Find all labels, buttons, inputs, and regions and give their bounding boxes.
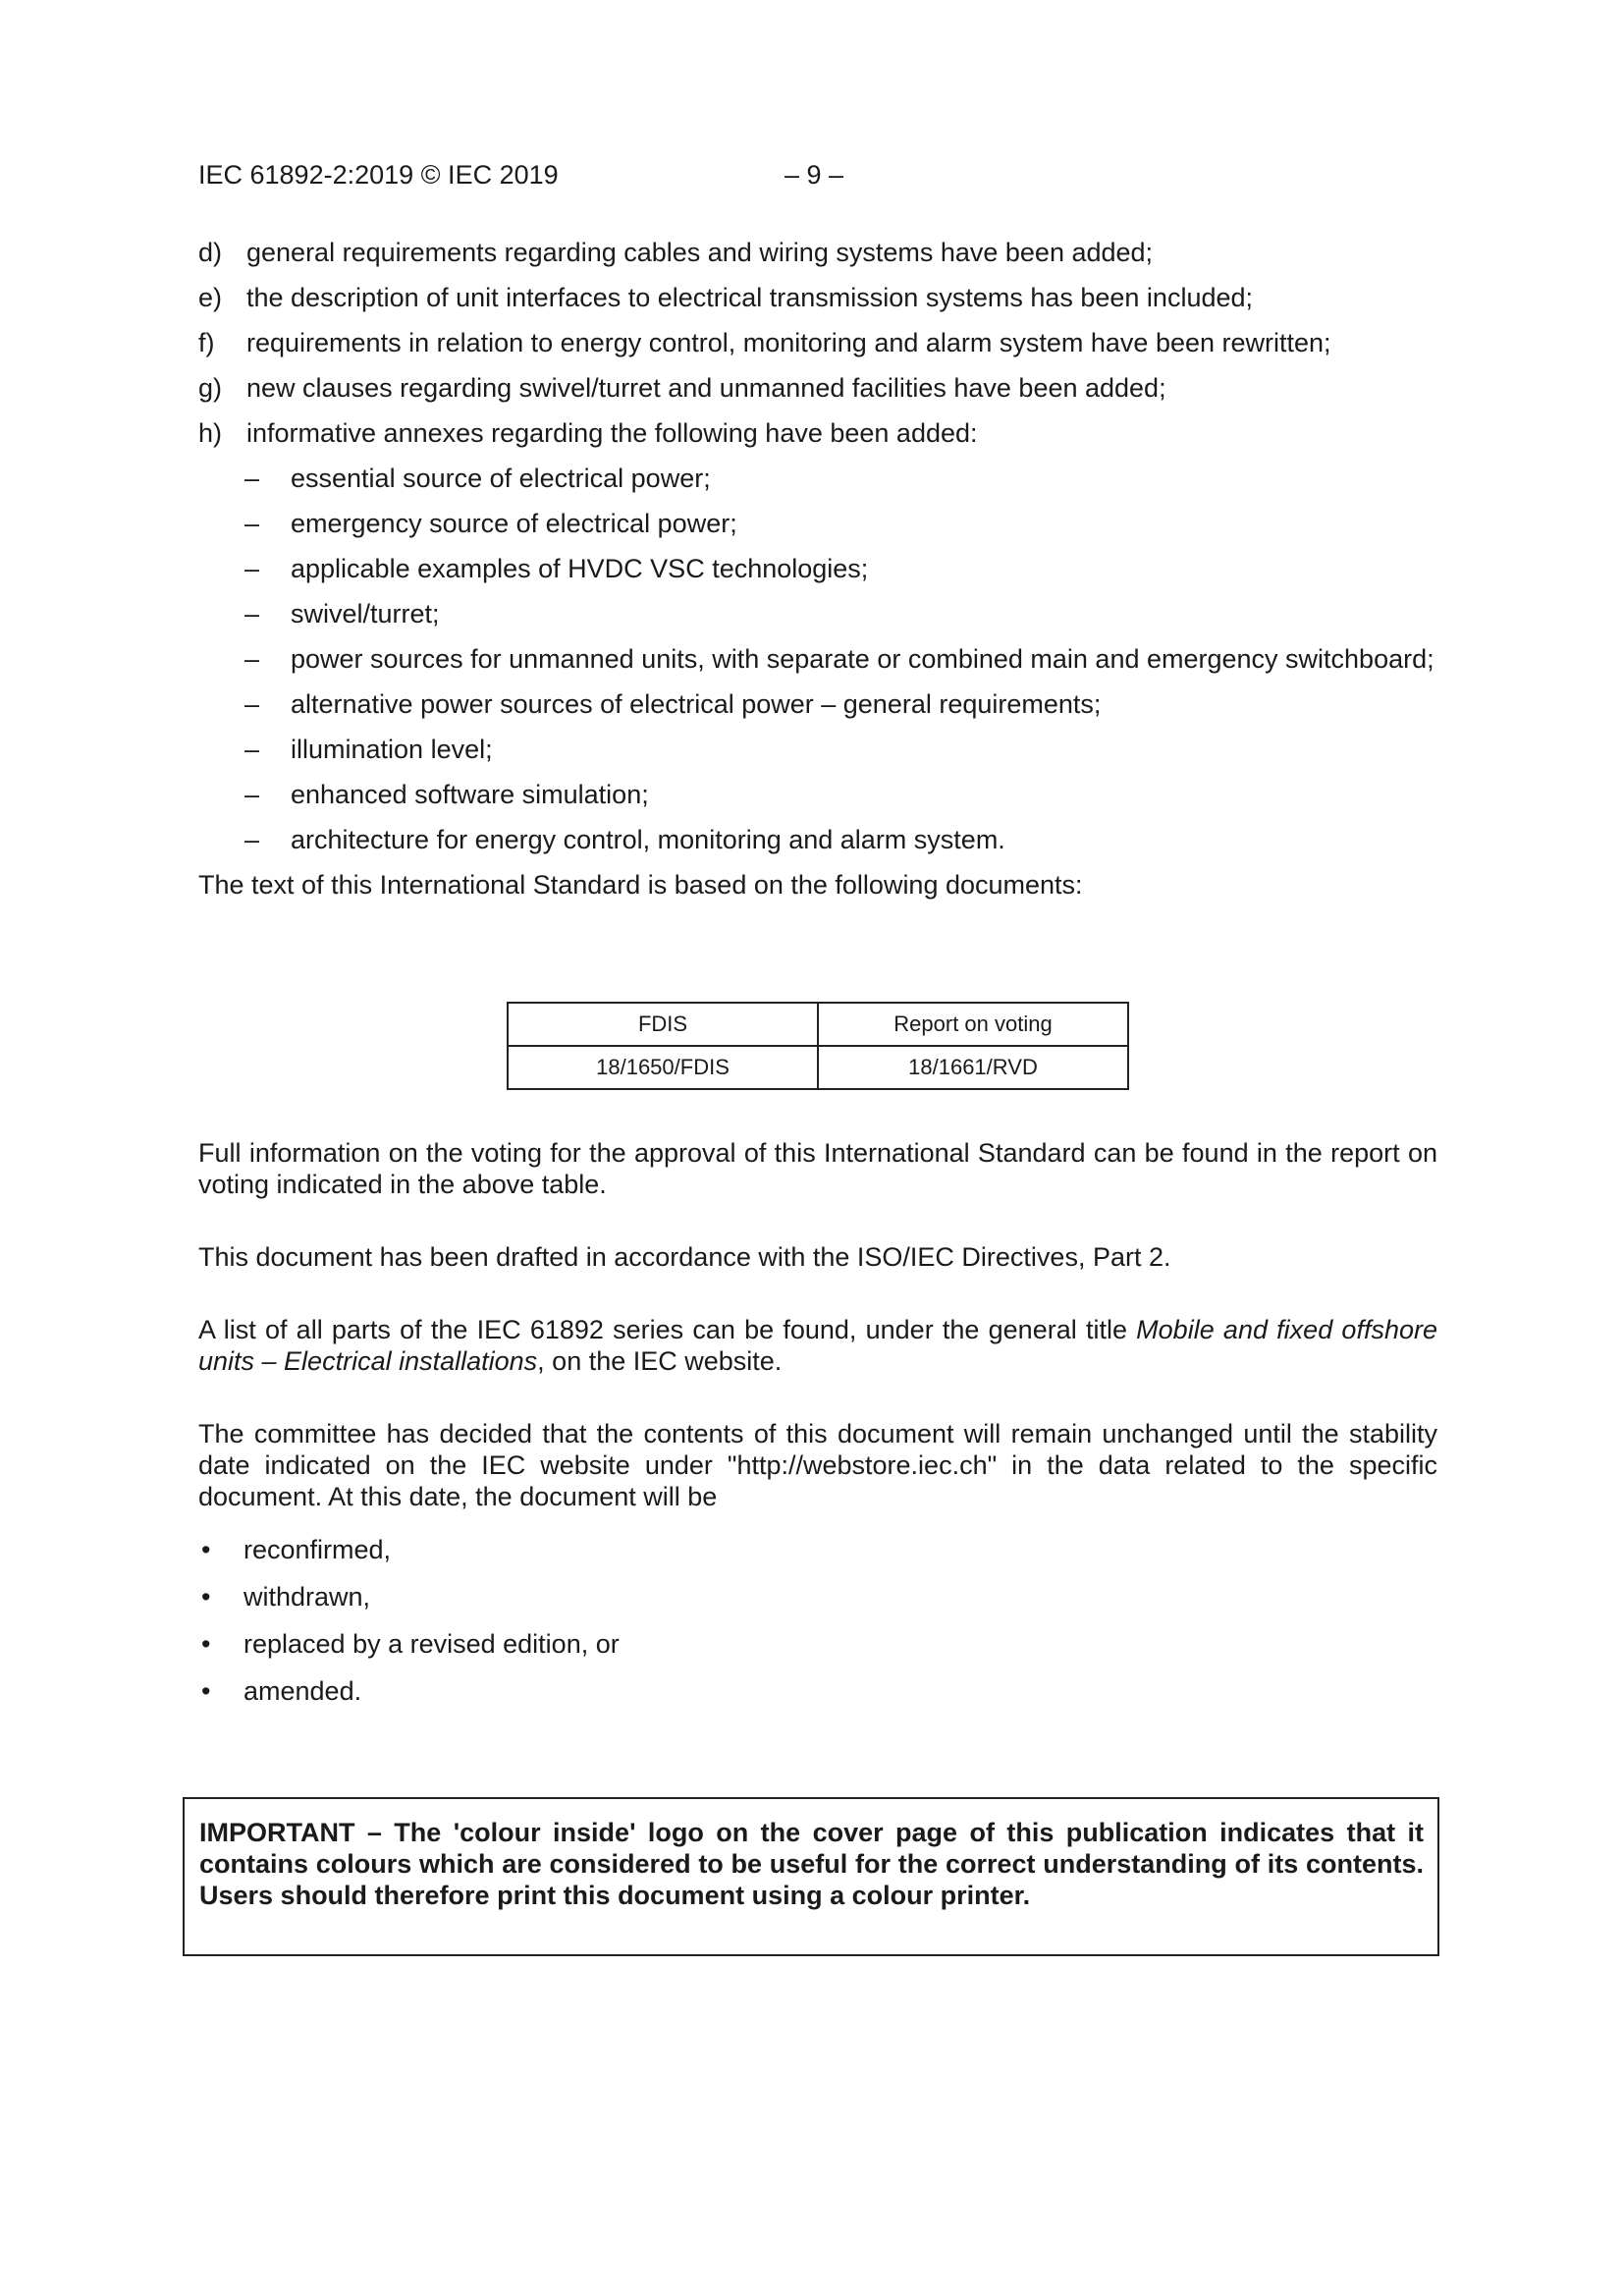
annex-item [198, 688, 1437, 720]
table-header-row [508, 1003, 1128, 1046]
based-on-paragraph: The text of this International Standard is based on the following documents: [198, 870, 1083, 900]
dash-marker: – [244, 554, 260, 583]
annex-item [198, 508, 1437, 539]
annex-item [198, 598, 1437, 629]
annex-item-text: alternative power sources of electrical power – general requirements; [291, 689, 1102, 719]
document-id: IEC 61892-2:2019 © IEC 2019 [198, 160, 559, 190]
outcome-item [198, 1581, 1437, 1613]
list-item [198, 327, 1437, 358]
annex-item [198, 553, 1437, 584]
main-content [198, 237, 1437, 901]
bullet-marker: • [201, 1535, 211, 1564]
table-header-cell: FDIS [508, 1003, 818, 1046]
list-item [198, 282, 1437, 313]
series-title: Mobile and fixed offshore units – Electrical installations [198, 1315, 1437, 1376]
dash-marker: – [244, 825, 260, 854]
annex-item-text: swivel/turret; [291, 599, 440, 629]
annex-item [198, 779, 1437, 810]
annex-item [198, 824, 1437, 855]
bullet-marker: • [201, 1582, 211, 1612]
annex-item-text: applicable examples of HVDC VSC technologies; [291, 554, 869, 583]
series-text-post: , on the IEC website. [537, 1346, 783, 1376]
page-number: – 9 – [784, 160, 844, 190]
dash-marker: – [244, 780, 260, 809]
list-item [198, 417, 1437, 449]
series-text-pre: A list of all parts of the IEC 61892 series can be found, under the general title [198, 1315, 1137, 1344]
bullet-marker: • [201, 1629, 211, 1659]
list-item-text: requirements in relation to energy control, monitoring and alarm system have been rewritten; [246, 328, 1331, 357]
important-notice-text: IMPORTANT – The 'colour inside' logo on the cover page of this publication indicates that it contains colours which are considered to be useful for the correct understanding of its contents. Users should therefore print this document using a colour printer. [199, 1818, 1424, 1910]
dash-marker: – [244, 464, 260, 493]
outcome-text: replaced by a revised edition, or [243, 1629, 620, 1659]
list-marker: h) [198, 418, 223, 448]
page-header [198, 160, 1437, 195]
dash-marker: – [244, 644, 260, 674]
important-notice-box [183, 1797, 1439, 1956]
list-item-text: general requirements regarding cables and wiring systems have been added; [246, 238, 1154, 267]
dash-marker: – [244, 735, 260, 764]
annex-item-text: power sources for unmanned units, with separate or combined main and emergency switchboard; [291, 644, 1434, 674]
series-paragraph [198, 1314, 1437, 1377]
outcome-item [198, 1534, 1437, 1565]
table-cell: 18/1661/RVD [818, 1046, 1128, 1089]
list-marker: e) [198, 283, 223, 312]
bullet-marker: • [201, 1676, 211, 1706]
list-item-text: new clauses regarding swivel/turret and unmanned facilities have been added; [246, 373, 1166, 403]
table-row [508, 1046, 1128, 1089]
dash-marker: – [244, 599, 260, 629]
list-marker: g) [198, 373, 223, 403]
dash-marker: – [244, 689, 260, 719]
annex-item [198, 734, 1437, 765]
voting-info-paragraph: Full information on the voting for the approval of this International Standard can be found in the report on voting indicated in the above table. [198, 1138, 1437, 1199]
outcome-text: withdrawn, [243, 1582, 371, 1612]
voting-table [507, 1002, 1129, 1090]
list-item-text: informative annexes regarding the following have been added: [246, 418, 978, 448]
annex-item [198, 463, 1437, 494]
annex-item-text: emergency source of electrical power; [291, 509, 737, 538]
annex-item-text: illumination level; [291, 735, 493, 764]
list-marker: d) [198, 238, 223, 267]
list-item [198, 237, 1437, 268]
annex-item-text: architecture for energy control, monitoring and alarm system. [291, 825, 1005, 854]
annex-item [198, 643, 1437, 675]
dash-marker: – [244, 509, 260, 538]
stability-paragraph: The committee has decided that the contents of this document will remain unchanged until the stability date indicated on the IEC website under "http://webstore.iec.ch" in the data related to the specific document. At this date, the document will be [198, 1419, 1437, 1511]
outcome-text: amended. [243, 1676, 362, 1706]
outcome-item [198, 1675, 1437, 1707]
table-cell: 18/1650/FDIS [508, 1046, 818, 1089]
table-header-cell: Report on voting [818, 1003, 1128, 1046]
annex-item-text: essential source of electrical power; [291, 464, 711, 493]
outcome-text: reconfirmed, [243, 1535, 392, 1564]
list-marker: f) [198, 328, 215, 357]
outcome-item [198, 1628, 1437, 1660]
annex-item-text: enhanced software simulation; [291, 780, 649, 809]
list-item [198, 372, 1437, 404]
drafted-paragraph: This document has been drafted in accordance with the ISO/IEC Directives, Part 2. [198, 1242, 1171, 1272]
post-table-content [198, 1137, 1437, 1722]
outcome-list [198, 1534, 1437, 1707]
list-item-text: the description of unit interfaces to electrical transmission systems has been included; [246, 283, 1254, 312]
annex-list [198, 463, 1437, 855]
